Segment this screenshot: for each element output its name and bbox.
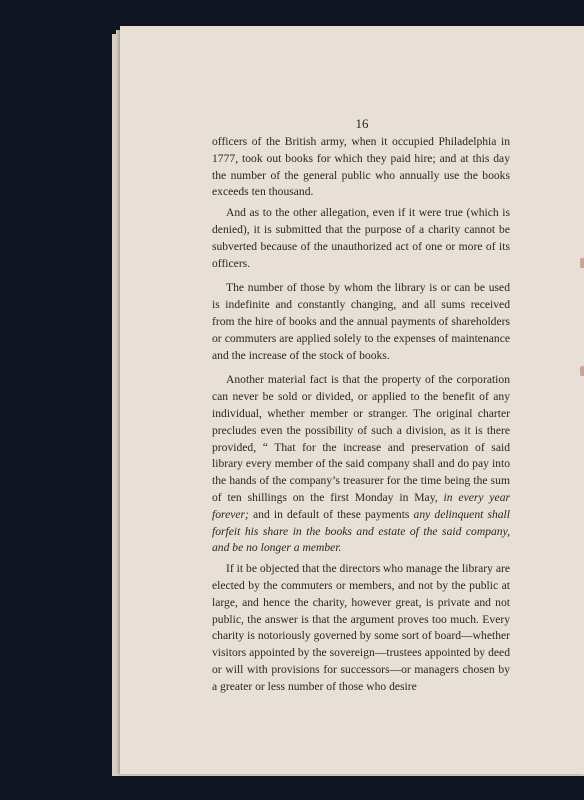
- paragraph: And as to the other allegation, even if it were true (which is denied), it is submitted that the purpose of a charity cannot be subverted because of the unauthorized act of one or more of its officers.: [212, 206, 510, 270]
- paragraph-text: and in default of these payments: [248, 507, 414, 521]
- page-body: [212, 134, 510, 696]
- italic-quote: in every year forever;: [212, 490, 511, 521]
- page-tab-mark: [580, 366, 584, 376]
- paragraph: officers of the British army, when it occupied Philadelphia in 1777, took out books for which they paid hire; and at this day the number of the general public who annually use the books exceeds ten thousand.: [212, 135, 510, 199]
- page-tab-mark: [580, 258, 584, 268]
- italic-quote: any delinquent shall forfeit his share in the books and estate of the said company, and be no longer a member.: [212, 507, 510, 555]
- paragraph-text: Another material fact is that the property of the corporation can never be sold or divided, or applied to the benefit of any individual, whether member or stranger. The original charter precludes even the possibility of such a division, as it is there provided, “ That for the increase and preservation of said library every member of the said company shall and do pay into the hands of the company’s treasurer for the time being the sum of ten shillings on the first Monday in May,: [212, 373, 510, 504]
- paragraph: The number of those by whom the library is or can be used is indefinite and constantly changing, and all sums received from the hire of books and the annual payments of shareholders or commuters are applied solely to the expenses of maintenance and the increase of the stock of books.: [212, 281, 510, 362]
- page-number: 16: [355, 116, 369, 131]
- paragraph: [212, 372, 510, 557]
- paragraph: If it be objected that the directors who manage the library are elected by the commuters or members, and not by the public at large, and hence the charity, however great, is private and not public, the answer is that the argument proves too much. Every charity is notoriously governed by some sort of board—whether visitors appointed by the sovereign—trustees appointed by deed or will with provisions for successors—or managers chosen by a greater or less number of those who desire: [212, 562, 510, 693]
